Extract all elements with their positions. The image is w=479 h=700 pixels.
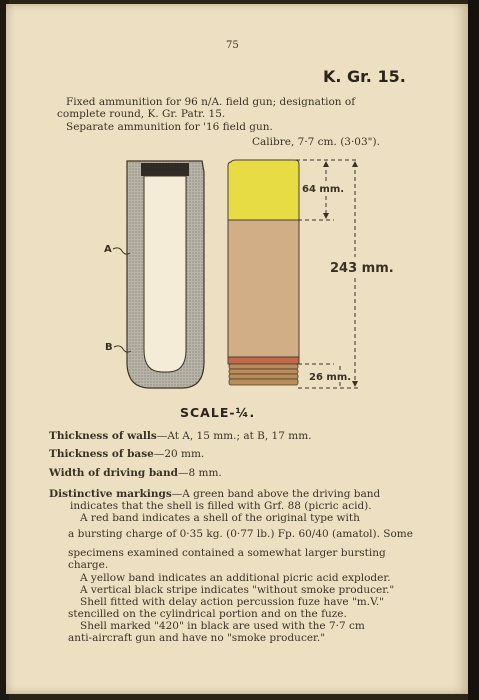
intro-line-2: complete round, K. Gr. Patr. 15. (57, 108, 226, 120)
driving-band-3 (229, 374, 298, 379)
markings-line-1 (49, 488, 380, 500)
spec-walls-label: Thickness of walls (49, 430, 157, 442)
red-band (228, 357, 299, 364)
spec-walls-value: —At A, 15 mm.; at B, 17 mm. (156, 430, 312, 442)
label-a: A (104, 244, 112, 255)
markings-line-1-text: —A green band above the driving band (171, 488, 381, 500)
shell-exterior (228, 160, 299, 385)
fuze-recess (141, 163, 189, 176)
spec-band (49, 467, 222, 479)
markings-line-9: Shell fitted with delay action percussion fuze have "m.V." (80, 596, 384, 608)
markings-line-5: specimens examined contained a somewhat larger bursting (68, 547, 386, 559)
dim-top-label: 64 mm. (302, 184, 345, 195)
driving-band-4 (229, 379, 298, 385)
page-title: K. Gr. 15. (323, 67, 406, 86)
driving-band-1 (229, 364, 298, 369)
markings-line-4: a bursting charge of 0·35 kg. (0·77 lb.) Fp. 60/40 (amatol). Some (68, 528, 413, 540)
dim-total-label: 243 mm. (330, 261, 394, 276)
markings-line-11: Shell marked "420" in black are used with the 7·7 cm (80, 620, 365, 632)
spec-walls (49, 430, 312, 442)
driving-band-2 (229, 369, 298, 374)
spec-base-label: Thickness of base (49, 448, 154, 460)
markings-line-6: charge. (68, 559, 109, 571)
shell-cross-section (127, 161, 204, 388)
shell-body (228, 220, 299, 357)
markings-line-2: indicates that the shell is filled with Grf. 88 (picric acid). (70, 500, 372, 512)
scale-label: SCALE-¼. (180, 405, 256, 420)
markings-line-3: A red band indicates a shell of the original type with (80, 512, 360, 524)
markings-line-8: A vertical black stripe indicates "without smoke producer." (80, 584, 395, 596)
markings-line-12: anti-aircraft gun and have no "smoke producer." (68, 632, 326, 644)
markings-line-10: stencilled on the cylindrical portion and on the fuze. (68, 608, 347, 620)
spec-base (49, 448, 204, 460)
intro-line-1: Fixed ammunition for 96 n/A. field gun; designation of (66, 96, 356, 108)
dim-bottom-label: 26 mm. (309, 372, 352, 383)
label-b: B (105, 342, 113, 353)
spec-base-value: —20 mm. (153, 448, 205, 460)
calibre-line: Calibre, 7·7 cm. (3·03"). (252, 136, 380, 148)
yellow-band (228, 160, 299, 220)
page-number: 75 (226, 40, 239, 51)
intro-line-3: Separate ammunition for '16 field gun. (66, 121, 273, 133)
markings-line-7: A yellow band indicates an additional picric acid exploder. (80, 572, 391, 584)
spec-band-label: Width of driving band (49, 467, 178, 479)
markings-label: Distinctive markings (49, 488, 172, 500)
spec-band-value: —8 mm. (177, 467, 222, 479)
